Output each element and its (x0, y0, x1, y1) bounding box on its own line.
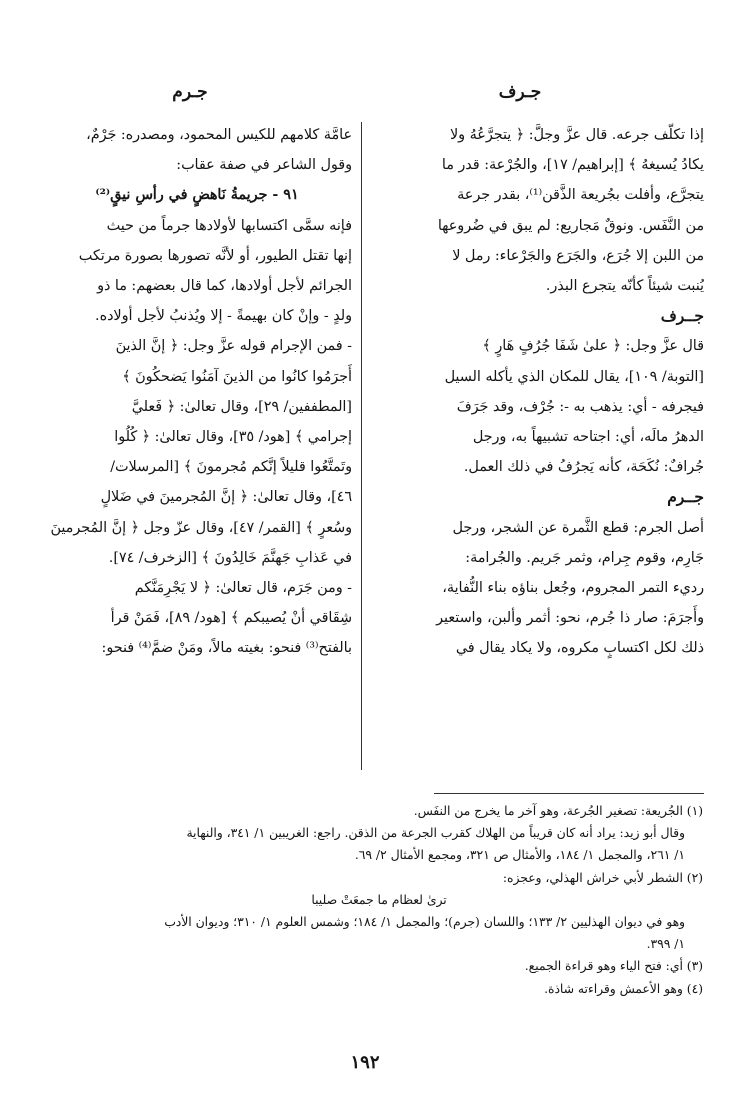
footnote-4: (٤) وهو الأعمش وقراءته شاذة. (544, 981, 703, 996)
text-line: أصل الجرم: قطع الثَّمرة عن الشجر، ورجل (452, 519, 704, 536)
text-line: [المطففين/ ٢٩]، وقال تعالىٰ: ﴿ فَعليَّ (131, 398, 352, 415)
text-line: من اللبن إلا جُرَع، والجَرَع والجَرْعاء: رمل لا (452, 247, 704, 264)
text-line: في عَذابِ جَهنَّمَ خَالِدُونَ ﴾ [الزخرف/ ٧٤]. (108, 549, 352, 566)
text-line: أَجرَمُوا كانُوا من الذينَ آمَنُوا يَضحكُونَ ﴾ (122, 368, 352, 385)
page-number: ١٩٢ (350, 1052, 380, 1073)
text-line: جَارِم، وقوم جِرام، وثمر جَريم. والجُرامة: (465, 549, 704, 566)
footnote-3: (٣) أي: فتح الياء وهو قراءة الجميع. (524, 959, 703, 974)
left-column (42, 120, 352, 664)
text-line: إنها تقتل الطيور، أو لأنَّه تصورها بصورة مرتكب (78, 247, 352, 264)
text-line: - فمن الإجرام قوله عزَّ وجل: ﴿ إنَّ الذينَ (115, 338, 352, 355)
text-line: - ومن جَرَم، قال تعالىٰ: ﴿ لا يَجْرِمَنَّكم (134, 580, 352, 597)
text-line: شِقَاقي أنْ يُصيبكم ﴾ [هود/ ٨٩]، فَمَنْ قرأ (110, 610, 352, 627)
footnotes (55, 800, 703, 1000)
right-column (378, 120, 704, 664)
footnote-2-verse: ترىٰ لعظام ما جمعَتْ صليبا (311, 892, 447, 907)
text-line: [التوبة/ ١٠٩]، يقال للمكان الذي يأكله السيل (444, 368, 704, 385)
text-line: الدهرُ مالَه، أي: اجتاحه تشبيهاً به، ورجل (472, 429, 704, 446)
text-line: يتجرَّع، وأفلت بجُريعة الذَّقن⁽¹⁾، بقدر جرعة (457, 187, 704, 204)
running-header-left: جـرم (172, 82, 208, 102)
poetry-verse: ٩١ - جريمةُ نَاهضٍ في رأسِ نيقٍ⁽²⁾ (95, 187, 299, 204)
text-line: إجرامي ﴾ [هود/ ٣٥]، وقال تعالىٰ: ﴿ كُلُوا (114, 429, 352, 446)
footnote-1-cont: وقال أبو زيد: يراد أنه كان قريباً من الهلاك كقرب الجرعة من الذقن. راجع: الغريبين ١/ ٣٤١، والنهاية (186, 826, 685, 841)
text-line: فإنه سمَّى اكتسابها لأولادها جرماً من حيث (106, 217, 352, 234)
running-header-right: جـرف (498, 82, 542, 102)
text-line: من النَّفَس. ونوقٌ مَجاريع: لم يبق في ضُروعها (437, 217, 704, 234)
footnote-1: (١) الجُريعة: تصغير الجُرعة، وهو آخر ما يخرج من النفَس. (413, 804, 703, 818)
text-line: يُنبت شيئاً كأنّه يتجرع البذر. (545, 278, 704, 295)
footnote-2-cont: ١/ ٣٩٩. (646, 937, 685, 952)
text-line: بالفتح⁽³⁾ فنحو: بغيته مالاً، ومَنْ ضمَّ⁽⁴⁾ فنحو: (101, 640, 352, 657)
footnote-separator (434, 793, 704, 794)
text-line: رديء التمر المجروم، وجُعل بناؤه بناء النُّفاية، (442, 580, 704, 597)
text-line: ذلك لكل اكتسابٍ مكروه، ولا يكاد يقال في (455, 640, 704, 657)
text-line: قال عزَّ وجل: ﴿ علىٰ شَفَا جُرُفٍ هَارٍ ﴾ (482, 338, 704, 355)
text-line: ولدٍ - وإنْ كان بهيمةً - إلا ويُذنبُ لأجل أولاده. (95, 308, 352, 325)
footnote-1-cont: ١/ ٢٦١، والمجمل ١/ ١٨٤، والأمثال ص ٣٢١، ومجمع الأمثال ٢/ ٦٩. (354, 848, 685, 863)
text-line: جُرافٌ: نُكَحَة، كأنه يَجرُفُ في ذلك العمل. (463, 459, 704, 476)
column-divider (361, 122, 362, 770)
text-line: عامَّة كلامهم للكيس المحمود، ومصدره: جَرْمٌ، (86, 127, 352, 143)
text-line: وقول الشاعر في صفة عقاب: (176, 157, 352, 174)
footnote-2: (٢) الشطر لأبي خراش الهذلي، وعجزه: (502, 870, 703, 885)
text-line: وأَجرَمَ: صار ذا جُرم، نحو: أثمر وألبن، واستعير (436, 610, 704, 627)
entry-heading-jurm: جــرم (667, 487, 704, 507)
text-line: الجرائم لأجل أولادها، كما قال بعضهم: ما ذو (97, 278, 352, 295)
text-line: يكادُ يُسيغهُ ﴾ [إبراهيم/ ١٧]، والجُرْعة: قدر ما (441, 157, 704, 174)
entry-heading-jurf: جــرف (660, 306, 704, 326)
text-line: وسُعرٍ ﴾ [القمر/ ٤٧]، وقال عزّ وجل ﴿ إنَّ المُجرمينَ (50, 519, 352, 536)
text-line: فيجرفه - أي: يذهب به -: جُرْف، وقد جَرَفَ (456, 398, 704, 415)
footnote-2-cont: وهو في ديوان الهذليين ٢/ ١٣٣؛ واللسان (جرم)؛ والمجمل ١/ ١٨٤؛ وشمس العلوم ١/ ٣١٠؛ وديوان الأدب (164, 915, 685, 930)
text-line: إذا تكلّف جرعه. قال عزَّ وجلَّ: ﴿ يتجرَّعُهُ ولا (450, 127, 704, 143)
text-line: ٤٦]، وقال تعالىٰ: ﴿ إنَّ المُجرمينَ في ضَلالٍ (100, 489, 352, 506)
text-line: وتَمتَّعُوا قليلاً إنَّكم مُجرمونَ ﴾ [المرسلات/ (110, 459, 352, 476)
